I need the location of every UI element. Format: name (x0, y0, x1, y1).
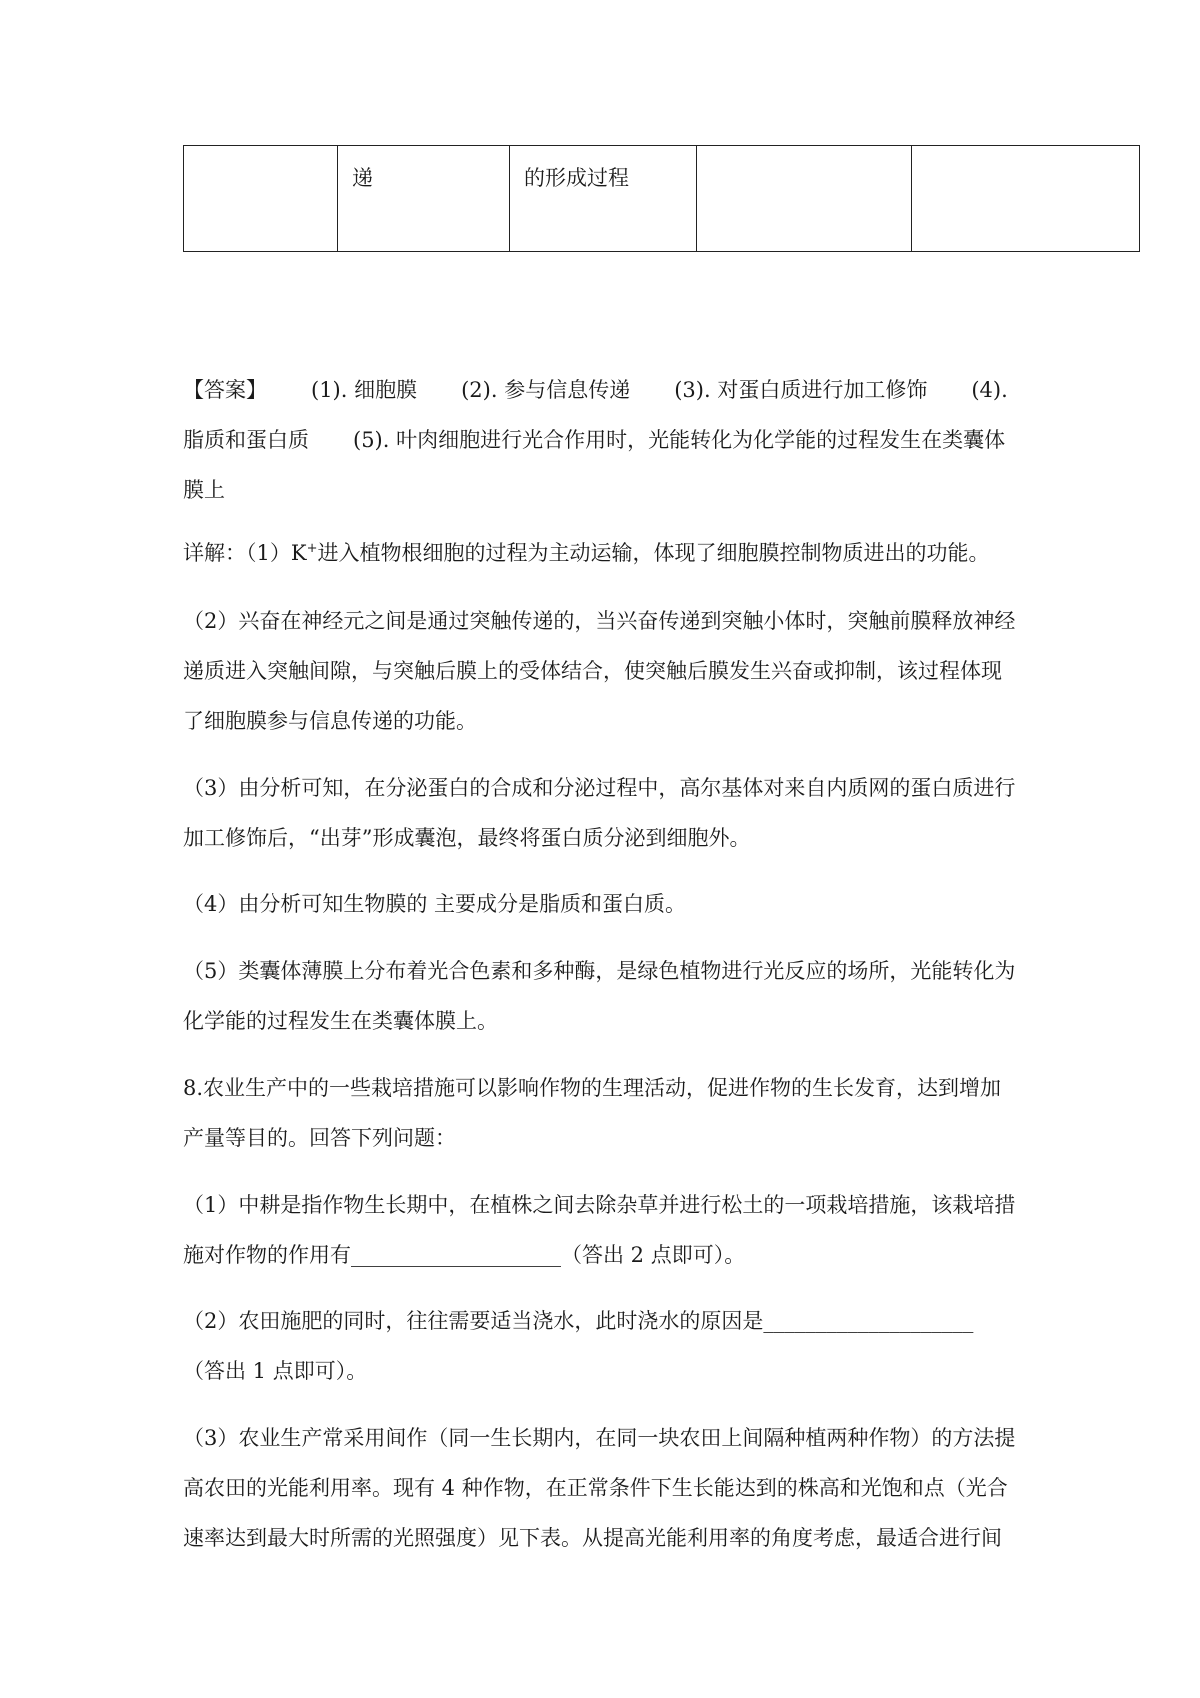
explanation-p3-l1: （3）由分析可知，在分泌蛋白的合成和分泌过程中，高尔基体对来自内质网的蛋白质进行 (183, 776, 1016, 800)
answer-label: 【答案】 (183, 378, 267, 402)
explanation-p4: （4）由分析可知生物膜的 主要成分是脂质和蛋白质。 (183, 892, 687, 916)
table-cell: 的形成过程 (510, 146, 697, 252)
question8-l2: 产量等目的。回答下列问题： (183, 1126, 456, 1150)
answer-item-5: (5). 叶肉细胞进行光合作用时，光能转化为化学能的过程发生在类囊体 (353, 428, 1006, 452)
question8-q1-l2: 施对作物的作用有____________________（答出 2 点即可）。 (183, 1243, 746, 1267)
explanation-p1-prefix: 详解：（1）K (183, 541, 307, 565)
explanation-p2-l1: （2）兴奋在神经元之间是通过突触传递的，当兴奋传递到突触小体时，突触前膜释放神经 (183, 609, 1016, 633)
table-cell (697, 146, 912, 252)
answer-line-3 (183, 467, 225, 513)
explanation-p2-l3: 了细胞膜参与信息传递的功能。 (183, 709, 477, 733)
explanation-p2-l2: 递质进入突触间隙，与突触后膜上的受体结合，使突触后膜发生兴奋或抑制，该过程体现 (183, 659, 1002, 683)
answer-item-1: (1). 细胞膜 (311, 378, 418, 402)
answer-line-1 (183, 367, 1008, 413)
table-cell (184, 146, 338, 252)
table-cell (912, 146, 1140, 252)
explanation-p3-l2: 加工修饰后，“出芽”形成囊泡，最终将蛋白质分泌到细胞外。 (183, 826, 751, 850)
answer-item-3: (3). 对蛋白质进行加工修饰 (674, 378, 928, 402)
question8-q2-l1: （2）农田施肥的同时，往往需要适当浇水，此时浇水的原因是____________________ (183, 1309, 974, 1333)
question8-q2-l2: （答出 1 点即可）。 (183, 1359, 368, 1383)
question8-q1-l1: （1）中耕是指作物生长期中，在植株之间去除杂草并进行松土的一项栽培措施，该栽培措 (183, 1193, 1016, 1217)
explanation-p5-l2: 化学能的过程发生在类囊体膜上。 (183, 1009, 498, 1033)
answer-item-5-cont: 膜上 (183, 478, 225, 502)
table-row (184, 146, 1140, 252)
table-cell: 递 (338, 146, 510, 252)
superscript-plus: + (306, 541, 318, 556)
answer-item-4-text: 脂质和蛋白质 (183, 428, 309, 452)
question8-q3-l3: 速率达到最大时所需的光照强度）见下表。从提高光能利用率的角度考虑，最适合进行间 (183, 1526, 1002, 1550)
answer-item-2: (2). 参与信息传递 (461, 378, 631, 402)
explanation-p5-l1: （5）类囊体薄膜上分布着光合色素和多种酶，是绿色植物进行光反应的场所，光能转化为 (183, 959, 1016, 983)
answer-line-2 (183, 417, 1005, 463)
question8-q3-l2: 高农田的光能利用率。现有 4 种作物，在正常条件下生长能达到的株高和光饱和点（光合 (183, 1476, 1008, 1500)
answer-item-4-number: (4). (971, 378, 1008, 402)
continuation-table (183, 145, 1140, 252)
table-fragment (183, 145, 1139, 252)
question8-q3-l1: （3）农业生产常采用间作（同一生长期内，在同一块农田上间隔种植两种作物）的方法提 (183, 1426, 1016, 1450)
question8-l1: 8.农业生产中的一些栽培措施可以影响作物的生理活动，促进作物的生长发育，达到增加 (183, 1076, 1002, 1100)
explanation-p1-rest: 进入植物根细胞的过程为主动运输，体现了细胞膜控制物质进出的功能。 (317, 541, 990, 565)
explanation-p1 (183, 530, 989, 576)
